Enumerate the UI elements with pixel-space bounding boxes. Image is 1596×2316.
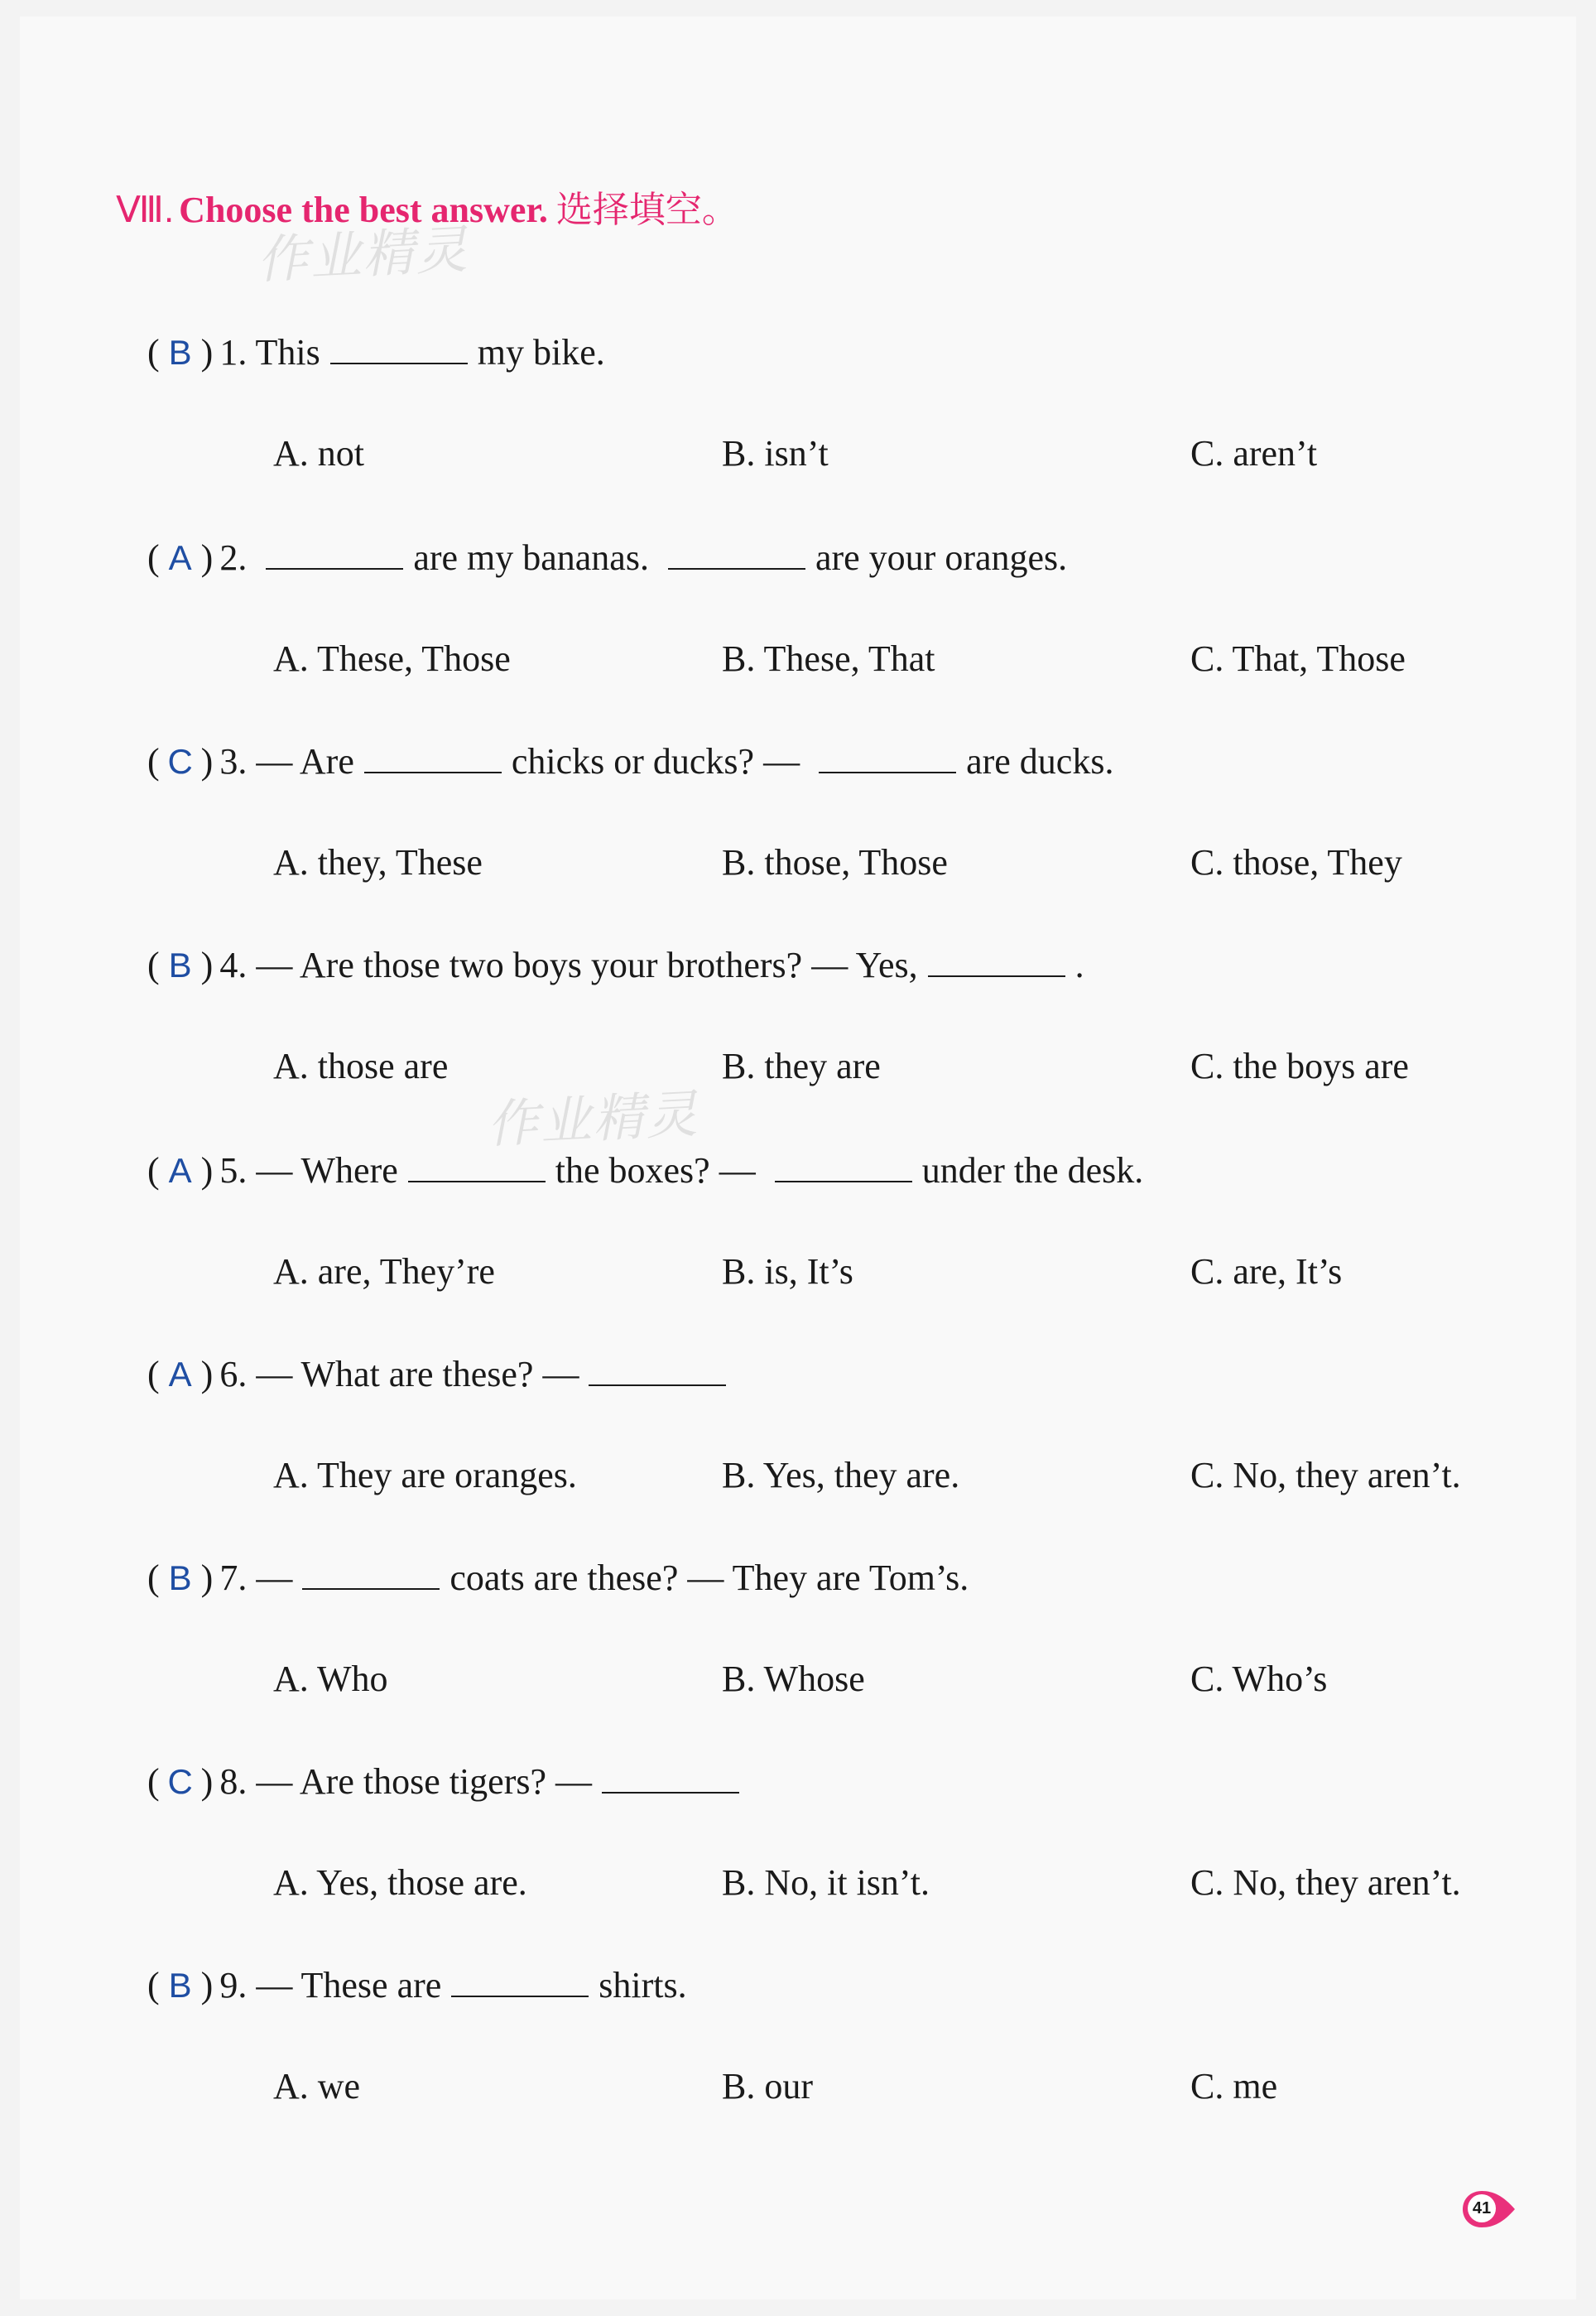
answer-blank [589, 1351, 726, 1386]
question-9 [0, 1962, 1596, 2161]
question-2 [0, 535, 1596, 734]
answer-letter: B [168, 1966, 192, 2005]
question-stem [147, 1148, 1143, 1194]
answer-blank [668, 535, 805, 570]
question-number: 6. [219, 1354, 248, 1394]
watermark-logo: 作业精灵 [485, 1083, 701, 1155]
answer-blank [928, 942, 1065, 977]
answer-blank [602, 1759, 739, 1794]
answer-letter: B [168, 1558, 192, 1597]
answer-blank [819, 739, 956, 773]
question-number: 7. [219, 1558, 248, 1598]
option-c: C. are, It’s [1190, 1251, 1343, 1292]
answer-bracket: ( B ) [147, 1962, 213, 2009]
option-a: A. not [273, 433, 364, 474]
option-c: C. aren’t [1190, 433, 1318, 474]
answer-bracket: ( B ) [147, 330, 213, 376]
question-number: 3. [219, 741, 248, 782]
answer-bracket: ( A ) [147, 535, 213, 581]
answer-letter: B [168, 946, 192, 985]
answer-blank [408, 1148, 546, 1182]
stem-text: coats are these? — They are Tom’s. [449, 1558, 969, 1598]
stem-text: the boxes? — [555, 1150, 756, 1191]
option-c: C. No, they aren’t. [1190, 1455, 1461, 1495]
stem-text: — These are [256, 1965, 442, 2005]
question-stem [147, 739, 1113, 785]
answer-letter: C [167, 1762, 193, 1801]
question-number: 8. [219, 1761, 248, 1802]
stem-text: my bike. [477, 332, 605, 373]
answer-letter: A [168, 1151, 192, 1190]
option-b: B. Whose [722, 1659, 865, 1699]
answer-bracket: ( B ) [147, 1555, 213, 1601]
option-a: A. are, They’re [273, 1251, 495, 1292]
answer-letter: A [168, 1355, 192, 1394]
answer-blank [364, 739, 502, 773]
answer-bracket: ( C ) [147, 739, 213, 785]
question-stem [147, 1962, 687, 2009]
answer-blank [266, 535, 403, 570]
option-b: B. those, Those [722, 842, 948, 883]
option-c: C. those, They [1190, 842, 1402, 883]
option-b: B. These, That [722, 638, 935, 679]
stem-text: — Are those tigers? — [256, 1761, 593, 1802]
question-stem [147, 330, 605, 376]
option-a: A. we [273, 2066, 361, 2107]
option-c: C. That, Those [1190, 638, 1406, 679]
question-stem [147, 1351, 736, 1398]
question-number: 2. [219, 537, 248, 578]
question-7 [0, 1555, 1596, 1754]
question-stem [147, 535, 1067, 581]
question-number: 9. [219, 1965, 248, 2005]
option-b: B. they are [722, 1046, 881, 1086]
answer-blank [330, 330, 468, 364]
option-b: B. our [722, 2066, 813, 2107]
question-1 [0, 330, 1596, 528]
question-stem [147, 1555, 969, 1601]
stem-text: — What are these? — [256, 1354, 579, 1394]
option-c: C. No, they aren’t. [1190, 1862, 1461, 1903]
stem-text: are your oranges. [815, 537, 1068, 578]
stem-text: are my bananas. [413, 537, 649, 578]
option-a: A. They are oranges. [273, 1455, 577, 1495]
option-a: A. Yes, those are. [273, 1862, 527, 1903]
page-number-badge [1460, 2188, 1521, 2231]
question-8 [0, 1759, 1596, 1957]
stem-text: This [255, 332, 320, 373]
option-b: B. No, it isn’t. [722, 1862, 930, 1903]
question-stem [147, 1759, 749, 1805]
stem-text: chicks or ducks? — [511, 741, 800, 782]
option-a: A. Who [273, 1659, 388, 1699]
question-number: 5. [219, 1150, 248, 1191]
stem-text: — [256, 1558, 293, 1598]
option-c: C. Who’s [1190, 1659, 1328, 1699]
watermark-logo: 作业精灵 [255, 219, 471, 291]
answer-bracket: ( C ) [147, 1759, 213, 1805]
option-c: C. the boys are [1190, 1046, 1409, 1086]
section-title-english: Choose the best answer. [179, 190, 548, 230]
stem-text: — Where [256, 1150, 398, 1191]
answer-bracket: ( A ) [147, 1148, 213, 1194]
question-number: 1. [219, 332, 248, 373]
option-a: A. they, These [273, 842, 483, 883]
answer-letter: C [167, 742, 193, 781]
answer-blank [775, 1148, 912, 1182]
stem-text: — Are those two boys your brothers? — Yes, [256, 945, 918, 985]
answer-bracket: ( A ) [147, 1351, 213, 1398]
option-b: B. Yes, they are. [722, 1455, 960, 1495]
answer-letter: A [168, 538, 192, 577]
option-a: A. These, Those [273, 638, 511, 679]
option-a: A. those are [273, 1046, 449, 1086]
answer-bracket: ( B ) [147, 942, 213, 989]
section-title-chinese: 选择填空。 [555, 189, 738, 231]
answer-letter: B [168, 333, 192, 372]
option-c: C. me [1190, 2066, 1278, 2107]
stem-text: shirts. [598, 1965, 687, 2005]
stem-text: . [1074, 945, 1084, 985]
question-number: 4. [219, 945, 248, 985]
answer-blank [451, 1962, 589, 1997]
option-b: B. isn’t [722, 433, 829, 474]
question-5 [0, 1148, 1596, 1346]
section-number: Ⅷ. [116, 190, 175, 230]
question-stem [147, 942, 1084, 989]
question-6 [0, 1351, 1596, 1550]
stem-text: are ducks. [966, 741, 1114, 782]
stem-text: under the desk. [921, 1150, 1144, 1191]
question-4 [0, 942, 1596, 1141]
question-3 [0, 739, 1596, 937]
stem-text: — Are [256, 741, 354, 782]
answer-blank [302, 1555, 440, 1590]
option-b: B. is, It’s [722, 1251, 853, 1292]
page-number: 41 [1472, 2199, 1492, 2217]
